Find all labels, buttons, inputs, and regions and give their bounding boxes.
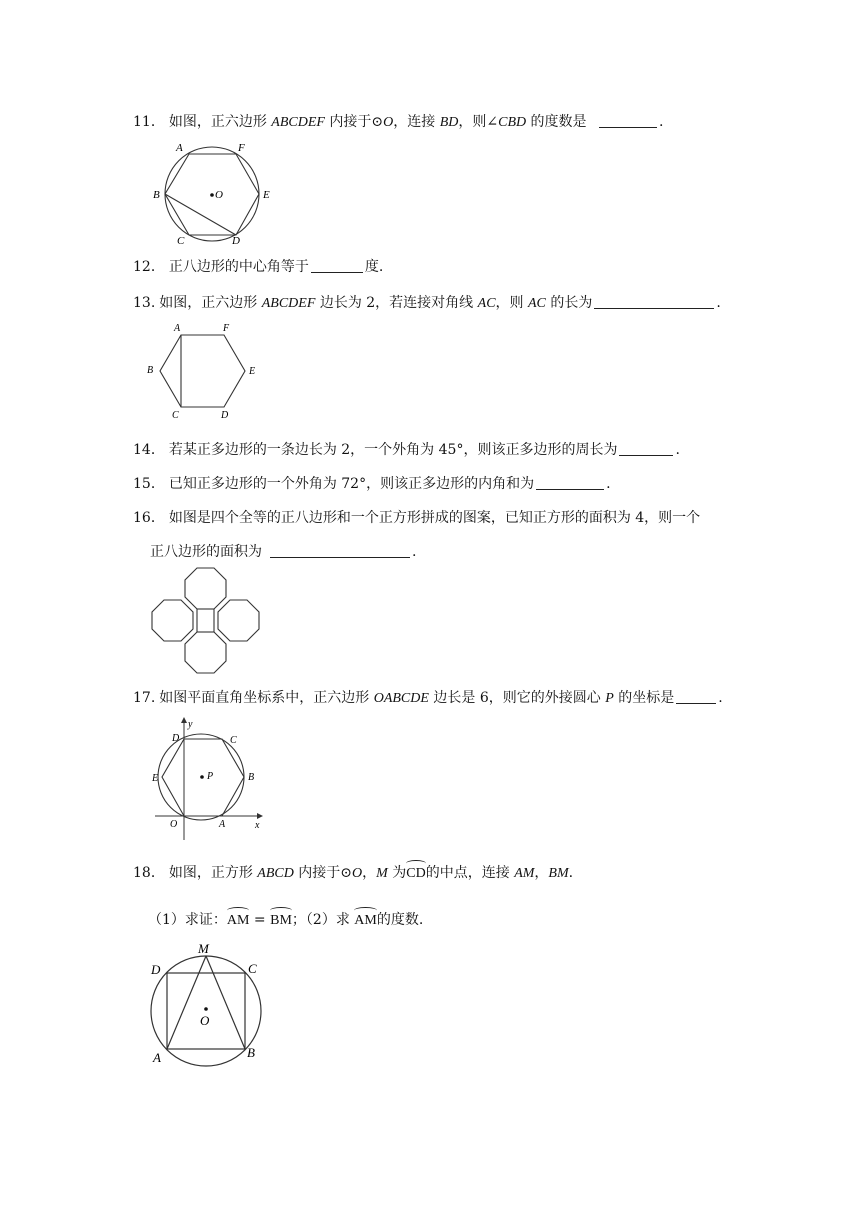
- question-12: 12． 正八边形的中心角等于 度.: [133, 259, 384, 275]
- question-13: 13. 如图，正六边形 ABCDEF 边长为 2，若连接对角线 AC，则 AC 的长为 .: [133, 295, 721, 311]
- question-11: 11． 如图，正六边形 ABCDEF 内接于⊙O，连接 BD，则∠CBD 的度数是 .: [133, 114, 664, 130]
- label-A: A: [153, 1050, 161, 1065]
- label-F: F: [223, 323, 230, 334]
- question-17: 17. 如图平面直角坐标系中，正六边形 OABCDE 边长是 6，则它的外接圆心 P 的坐标是 .: [133, 690, 723, 706]
- arc-AM: AM: [227, 911, 250, 931]
- label-A: A: [219, 819, 226, 830]
- label-P: P: [207, 771, 214, 782]
- answer-blank: [676, 689, 716, 704]
- label-D: D: [151, 962, 161, 977]
- label-F: F: [238, 142, 245, 154]
- question-16: 16． 如图是四个全等的正八边形和一个正方形拼成的图案，已知正方形的面积为 4，则一个: [133, 510, 701, 526]
- label-M: M: [198, 941, 209, 956]
- figure-q16-octagons: [148, 565, 264, 679]
- label-D: D: [172, 733, 180, 744]
- question-14: 14． 若某正多边形的一条边长为 2，一个外角为 45°，则该正多边形的周长为 .: [133, 442, 680, 458]
- label-C: C: [177, 235, 185, 247]
- label-x: x: [255, 820, 260, 831]
- answer-blank: [311, 258, 363, 273]
- label-C: C: [172, 410, 179, 421]
- question-18-sub: （1）求证：AM = BM；（2）求 AM的度数.: [148, 910, 423, 931]
- label-y: y: [188, 719, 193, 730]
- label-O: O: [215, 189, 223, 201]
- question-18: 18． 如图，正方形 ABCD 内接于⊙O，M 为CD的中点，连接 AM，BM.: [133, 863, 573, 884]
- label-C: C: [230, 735, 237, 746]
- arc-BM: BM: [270, 911, 292, 931]
- arc-CD: CD: [406, 864, 425, 884]
- arc-AM-2: AM: [354, 911, 377, 931]
- figure-q11-hexagon-in-circle: [150, 140, 280, 250]
- label-B: B: [153, 189, 160, 201]
- label-C: C: [248, 961, 257, 976]
- label-E: E: [249, 366, 256, 377]
- question-15: 15． 已知正多边形的一个外角为 72°，则该正多边形的内角和为 .: [133, 476, 611, 492]
- label-E: E: [263, 189, 270, 201]
- question-16-line2: 正八边形的面积为 .: [150, 544, 417, 560]
- label-O: O: [200, 1013, 210, 1028]
- label-D: D: [221, 410, 229, 421]
- label-B: B: [147, 365, 154, 376]
- figure-q17-coordinate-hexagon: [150, 712, 272, 844]
- answer-blank: [594, 294, 714, 309]
- label-B: B: [247, 1045, 255, 1060]
- figure-q13-hexagon: [140, 318, 270, 422]
- label-A: A: [176, 142, 183, 154]
- label-O: O: [170, 819, 178, 830]
- figure-q18-square-in-circle: [145, 938, 275, 1068]
- answer-blank: [536, 475, 604, 490]
- answer-blank: [599, 113, 657, 128]
- label-A: A: [174, 323, 181, 334]
- answer-blank: [619, 441, 673, 456]
- label-E: E: [152, 773, 159, 784]
- answer-blank: [270, 543, 410, 558]
- label-B: B: [248, 772, 255, 783]
- label-D: D: [232, 235, 240, 247]
